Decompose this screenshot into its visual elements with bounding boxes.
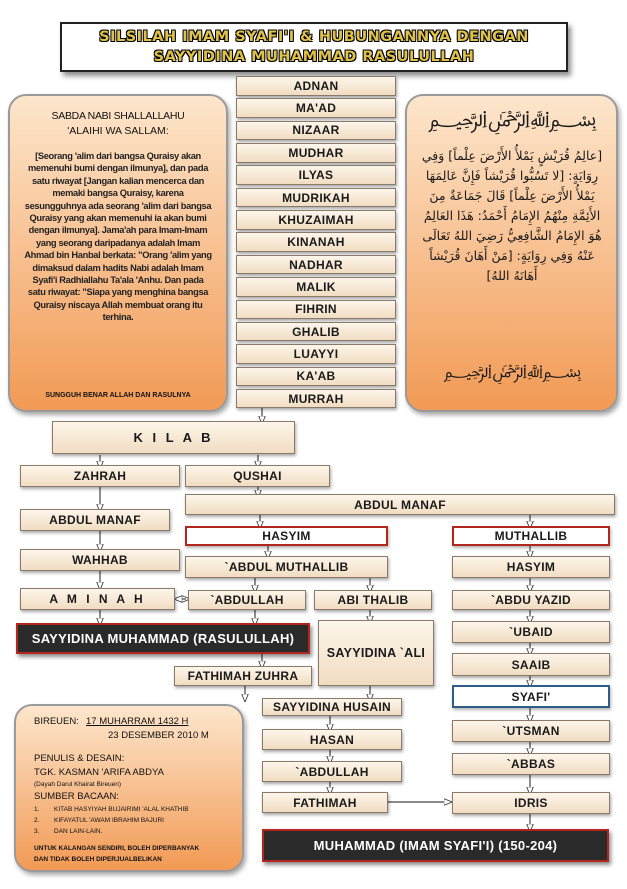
source-2-num: 2. <box>34 817 40 824</box>
chain-node-kinanah: KINANAH <box>236 232 396 252</box>
node-hasyim: HASYIM <box>185 526 388 546</box>
node-abdullah2: `ABDULLAH <box>262 761 402 782</box>
node-r-hasyim: HASYIM <box>452 556 610 578</box>
sources-label: SUMBER BACAAN: <box>34 791 119 802</box>
calligraphy-ornament-bottom: ﷽ <box>443 361 582 382</box>
node-abdul-muthallib: `ABDUL MUTHALLIB <box>185 556 388 578</box>
node-qushai: QUSHAI <box>185 465 330 487</box>
node-hasan: HASAN <box>262 729 402 750</box>
node-idris: IDRIS <box>452 792 610 814</box>
hadith-heading-2: 'ALAIHI WA SALLAM: <box>67 125 169 137</box>
title-line1: SILSILAH IMAM SYAFI'I & HUBUNGANNYA DENGAN <box>99 29 529 45</box>
author-label: PENULIS & DESAIN: <box>34 753 125 764</box>
author-name: TGK. KASMAN 'ARIFA ABDYA <box>34 767 164 778</box>
source-1-text: KITAB HASYIYAH BUJAIRIMI 'ALAL KHATHIB <box>54 806 189 813</box>
node-fathimah-zuhra: FATHIMAH ZUHRA <box>174 666 312 686</box>
node-syafi: SYAFI' <box>452 685 610 708</box>
author-org: (Dayah Darul Khairat Bireuen) <box>34 781 122 788</box>
page-title <box>60 22 568 72</box>
info-panel <box>14 704 244 872</box>
node-wahhab: WAHHAB <box>20 549 180 571</box>
chain-node-khuzaimah: KHUZAIMAH <box>236 210 396 230</box>
chain-node-fihrin: FIHRIN <box>236 300 396 320</box>
hadith-footer: SUNGGUH BENAR ALLAH DAN RASULNYA <box>45 392 191 399</box>
chain-node-mudrikah: MUDRIKAH <box>236 188 396 208</box>
chain-node-nadhar: NADHAR <box>236 255 396 275</box>
node-muthallib: MUTHALLIB <box>452 526 610 546</box>
chain-node-ghalib: GHALIB <box>236 322 396 342</box>
note-line-2: DAN TIDAK BOLEH DIPERJUALBELIKAN <box>34 856 162 863</box>
node-rasulullah: SAYYIDINA MUHAMMAD (RASULULLAH) <box>16 623 310 654</box>
hadith-text: [Seorang 'alim dari bangsa Quraisy akan memenuhi bumi dengan ilmunya], dan pada satu riwayat [Jangan kalian mencerca dan memaki bangsa Quraisy, karena sesungguhnya ada seorang 'alim dari bangsa Quraisy yang akan memenuhi ia akan bumi dengan ilmunya]. Jama'ah para Imam-Imam yang seorang daripadanya adalah Imam Ahmad bin Hanbal berkata: "Orang 'alim yang dimaksud dalam hadits Nabi adalah Imam Syafi'i Radhiallahu Ta'ala 'Anhu. Dan pada satu riwayat: "Siapa yang menghina bangsa Quraisy niscaya Allah membuat orang itu terhina. <box>24 151 212 323</box>
source-3-num: 3. <box>34 828 40 835</box>
node-abi-thalib: ABI THALIB <box>314 590 432 610</box>
chain-node-mudhar: MUDHAR <box>236 143 396 163</box>
place-label: BIREUEN: <box>34 716 79 727</box>
hadith-heading-1: SABDA NABI SHALLALLAHU <box>51 110 185 122</box>
chain-node-ma-ad: MA'AD <box>236 98 396 118</box>
chain-node-ka-ab: KA'AB <box>236 367 396 387</box>
node-abdul-manaf-top: ABDUL MANAF <box>185 494 615 515</box>
node-kilab: K I L A B <box>52 421 295 454</box>
source-3-text: DAN LAIN-LAIN. <box>54 828 103 835</box>
node-abdu-yazid: `ABDU YAZID <box>452 590 610 610</box>
node-abdul-manaf-left: ABDUL MANAF <box>20 509 170 531</box>
source-1-num: 1. <box>34 806 40 813</box>
chain-node-adnan: ADNAN <box>236 76 396 96</box>
date-hijri: 17 MUHARRAM 1432 H <box>86 716 189 727</box>
node-imam-syafii: MUHAMMAD (IMAM SYAFI'I) (150-204) <box>262 829 609 862</box>
date-masehi: 23 DESEMBER 2010 M <box>108 730 209 741</box>
arabic-text: [عالِمُ قُرَيْشٍ يَمْلأُ الأَرْضَ عِلْماً] وَفِي رِوَايَةٍ: [لا تَسُبُّوا قُرَيْشاً فَإِنَّ عَالِمَهَا يَمْلأُ الأَرْضَ عِلْماً] قَالَ جَمَاعَةٌ مِنَ الأَئِمَّةِ مِنْهُمُ الإِمَامُ أَحْمَدُ: هَذَا العَالِمُ هُوَ الإِمَامُ الشَّافِعِيُّ رَضِيَ اللهُ تَعَالَى عَنْهُ وَفِي رِوَايَةٍ: [مَنْ أَهَانَ قُرَيْشاً أَهَانَهُ اللهُ] <box>421 148 603 283</box>
node-ubaid: `UBAID <box>452 621 610 643</box>
node-zahrah: ZAHRAH <box>20 465 180 487</box>
node-aminah: A M I N A H <box>20 588 175 610</box>
calligraphy-ornament-top: ﷽ <box>428 107 597 132</box>
chain-node-murrah: MURRAH <box>236 389 396 409</box>
node-abbas: `ABBAS <box>452 753 610 775</box>
source-2-text: KIFAYATUL 'AWAM IBRAHIM BAJURI <box>54 817 164 824</box>
node-abdullah: `ABDULLAH <box>188 590 306 610</box>
hadith-panel <box>8 94 228 412</box>
title-line2: SAYYIDINA MUHAMMAD RASULULLAH <box>153 49 475 65</box>
chain-node-nizaar: NIZAAR <box>236 121 396 141</box>
node-ali: SAYYIDINA `ALI <box>318 620 434 686</box>
node-fathimah: FATHIMAH <box>262 792 388 813</box>
node-husain: SAYYIDINA HUSAIN <box>262 698 402 716</box>
node-saaib: SAAIB <box>452 653 610 676</box>
chain-node-malik: MALIK <box>236 277 396 297</box>
arabic-panel <box>405 94 618 412</box>
node-utsman: `UTSMAN <box>452 720 610 742</box>
note-line-1: UNTUK KALANGAN SENDIRI, BOLEH DIPERBANYAK <box>34 845 200 852</box>
chain-node-luayyi: LUAYYI <box>236 344 396 364</box>
chain-node-ilyas: ILYAS <box>236 165 396 185</box>
